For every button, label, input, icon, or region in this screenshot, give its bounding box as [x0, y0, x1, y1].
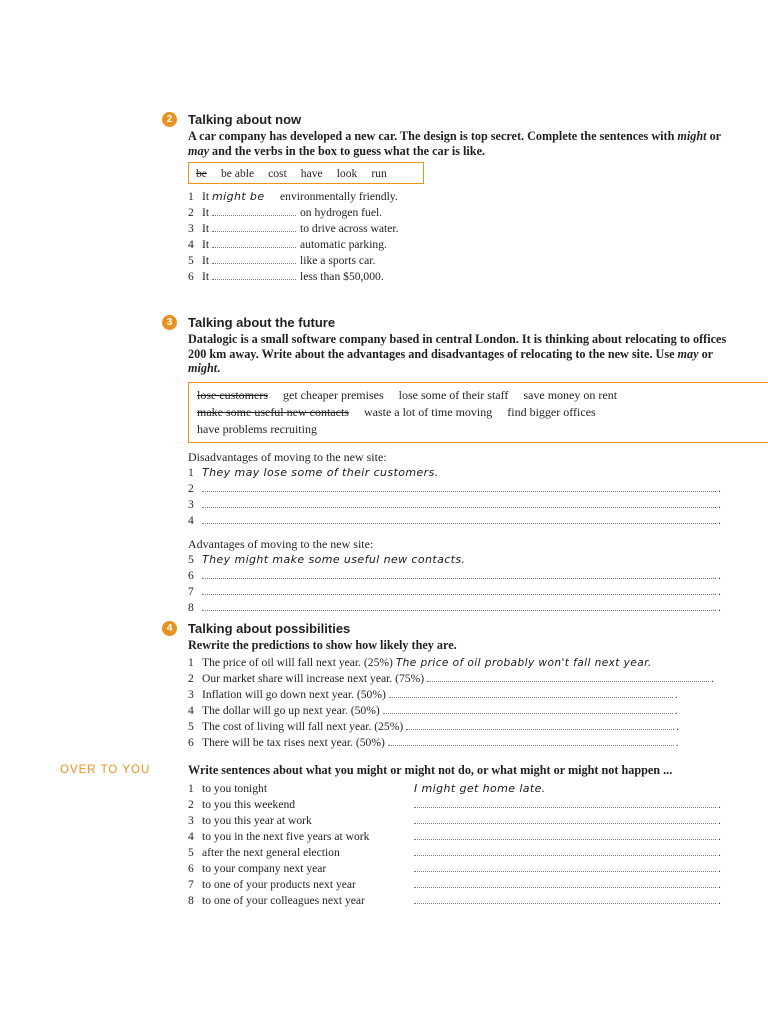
exercise-talking-about-the-future — [162, 314, 742, 616]
disadvantages-list — [188, 465, 742, 529]
verb-word: cost — [268, 166, 287, 180]
prompt-list — [188, 781, 742, 909]
answer-field[interactable] — [202, 568, 716, 579]
answer-field[interactable] — [383, 703, 673, 714]
answer-field[interactable] — [212, 237, 296, 248]
verb-word: look — [336, 166, 358, 180]
answer-field[interactable] — [202, 584, 716, 595]
prompt-row: 4 to you in the next five years at work . — [188, 829, 721, 843]
answer-field[interactable] — [414, 845, 716, 856]
answer-field[interactable]: They might make some useful new contacts. — [202, 552, 466, 566]
exercise-title: Talking about now — [188, 111, 302, 127]
prediction-list — [188, 655, 742, 751]
phrase-item: waste a lot of time moving — [363, 404, 493, 419]
exercise-title: Talking about the future — [188, 314, 336, 330]
answer-field[interactable] — [414, 829, 716, 840]
prompt-row: 1 to you tonight I might get home late. — [188, 781, 546, 795]
prediction-row: 2 Our market share will increase next year. (75%) . — [188, 671, 714, 685]
verb-word: be able — [220, 166, 255, 180]
exercise-instruction: A car company has developed a new car. The design is top secret. Complete the sentences with might or may and the verbs in the box to guess what the car is like. — [188, 129, 721, 158]
answer-row: 3 . — [188, 497, 721, 511]
phrase-item: find bigger offices — [507, 404, 596, 419]
prompt-row: 7 to one of your products next year . — [188, 877, 721, 891]
answer-row: 5 They might make some useful new contacts. — [188, 552, 466, 566]
prediction-row: 1 The price of oil will fall next year. (25%) The price of oil probably won't fall next year. — [188, 655, 652, 669]
answer-field[interactable]: might be — [212, 190, 265, 204]
prompt-row: 5 after the next general election . — [188, 845, 721, 859]
prediction-row: 4 The dollar will go up next year. (50%) . — [188, 703, 678, 717]
sentence-row: 4 It automatic parking. — [188, 238, 387, 252]
prompt-row: 3 to you this year at work . — [188, 813, 721, 827]
verb-word: run — [371, 166, 387, 180]
answer-field[interactable] — [388, 735, 674, 746]
sentence-list — [188, 189, 742, 285]
prediction-row: 3 Inflation will go down next year. (50%) . — [188, 687, 678, 701]
sentence-row: 6 It less than $50,000. — [188, 270, 384, 284]
advantages-heading: Advantages of moving to the new site: — [188, 536, 374, 551]
answer-row: 2 . — [188, 481, 721, 495]
over-to-you-label: OVER TO YOU — [60, 764, 151, 776]
answer-field[interactable] — [414, 877, 716, 888]
exercise-talking-about-possibilities — [162, 620, 742, 751]
answer-field[interactable] — [414, 893, 716, 904]
advantages-list — [188, 552, 742, 616]
verb-word: be — [196, 166, 207, 180]
exercise-number-badge: 3 — [162, 315, 177, 330]
answer-field[interactable] — [414, 861, 716, 872]
answer-field[interactable] — [202, 497, 716, 508]
exercise-over-to-you — [162, 761, 742, 909]
answer-field[interactable] — [212, 253, 296, 264]
answer-field[interactable]: They may lose some of their customers. — [202, 465, 439, 479]
answer-field[interactable] — [414, 797, 716, 808]
answer-row: 1 They may lose some of their customers. — [188, 465, 439, 479]
answer-field[interactable] — [389, 687, 673, 698]
answer-field[interactable] — [414, 813, 716, 824]
answer-field[interactable] — [202, 481, 716, 492]
answer-field[interactable]: I might get home late. — [414, 781, 546, 795]
answer-row: 7 . — [188, 584, 721, 598]
exercise-talking-about-now — [162, 111, 742, 285]
prediction-row: 6 There will be tax rises next year. (50%) . — [188, 735, 679, 749]
sentence-row: 2 It on hydrogen fuel. — [188, 206, 383, 220]
answer-field[interactable] — [202, 600, 716, 611]
disadvantages-heading: Disadvantages of moving to the new site: — [188, 449, 387, 464]
answer-row: 4 . — [188, 513, 721, 527]
phrase-item: get cheaper premises — [283, 387, 384, 402]
exercise-number-badge: 2 — [162, 112, 177, 127]
exercise-title: Talking about possibilities — [188, 620, 351, 636]
answer-row: 8 . — [188, 600, 721, 614]
verb-box — [188, 162, 424, 184]
exercise-instruction: Rewrite the predictions to show how likely they are. — [188, 638, 457, 652]
answer-field[interactable] — [212, 269, 296, 280]
sentence-row: 5 It like a sports car. — [188, 254, 376, 268]
answer-field[interactable] — [212, 205, 296, 216]
phrase-item: have problems recruiting — [197, 421, 317, 436]
answer-field[interactable] — [212, 221, 296, 232]
phrase-item: save money on rent — [523, 387, 618, 402]
answer-field[interactable]: The price of oil probably won't fall next year. — [395, 656, 652, 669]
sentence-row: 1 It might be environmentally friendly. — [188, 190, 398, 204]
answer-field[interactable] — [406, 719, 674, 730]
answer-field[interactable] — [427, 671, 709, 682]
phrase-item: lose some of their staff — [398, 387, 509, 402]
answer-row: 6 . — [188, 568, 721, 582]
exercise-instruction: Datalogic is a small software company based in central London. It is thinking about relocating to offices 200 km away. Write about the advantages and disadvantages of relocating to the new site. Use may or might. — [188, 332, 727, 376]
phrase-box — [188, 382, 768, 443]
exercise-number-badge: 4 — [162, 621, 177, 636]
prediction-row: 5 The cost of living will fall next year. (25%) . — [188, 719, 680, 733]
prompt-row: 6 to your company next year . — [188, 861, 721, 875]
prompt-row: 8 to one of your colleagues next year . — [188, 893, 721, 907]
phrase-item: make some useful new contacts — [197, 404, 349, 419]
answer-field[interactable] — [202, 513, 716, 524]
phrase-item: lose customers — [197, 387, 268, 402]
prompt-row: 2 to you this weekend . — [188, 797, 721, 811]
verb-word: have — [300, 166, 323, 180]
exercise-instruction: Write sentences about what you might or might not do, or what might or might not happen ... — [188, 763, 673, 777]
sentence-row: 3 It to drive across water. — [188, 222, 399, 236]
